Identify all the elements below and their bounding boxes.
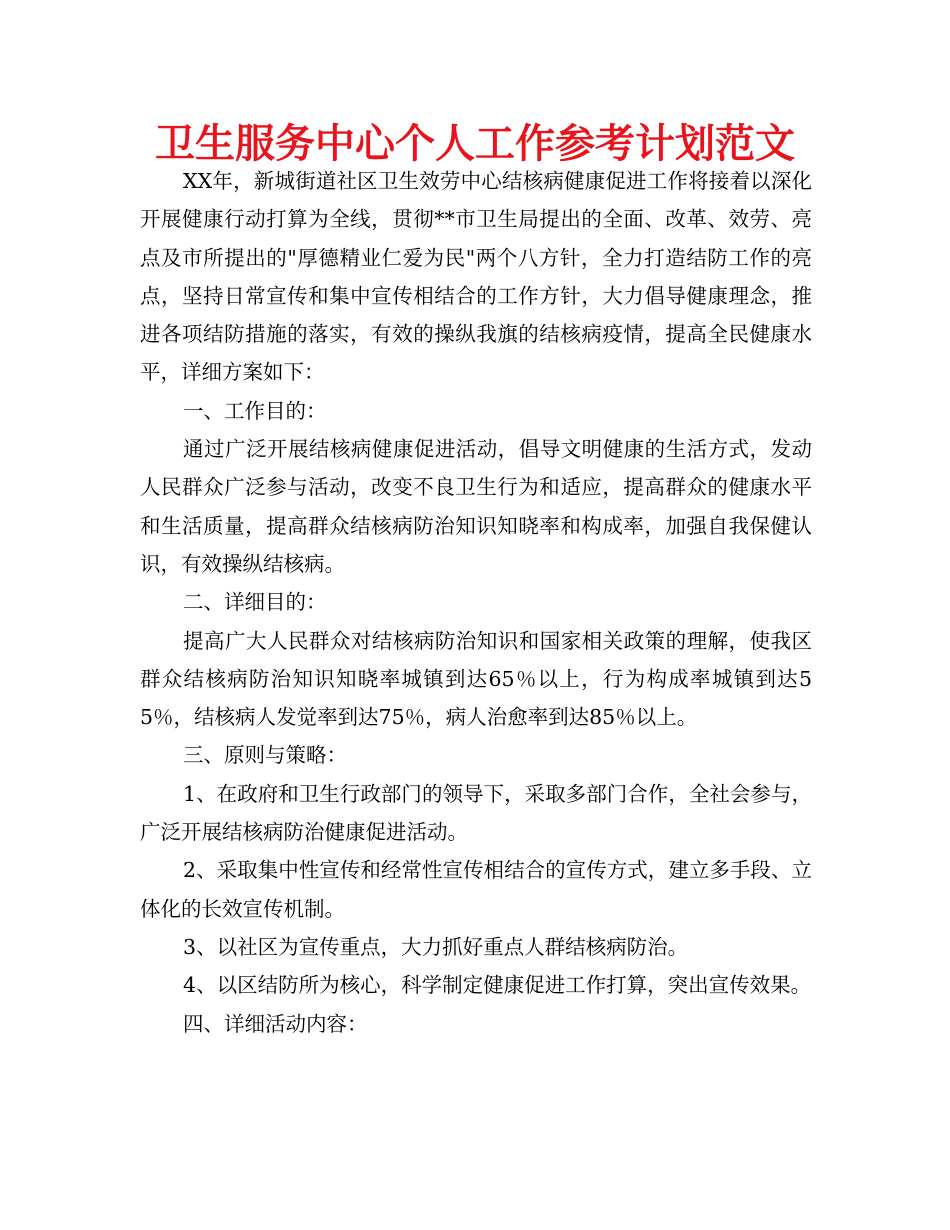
paragraph-intro: XX年，新城街道社区卫生效劳中心结核病健康促进工作将接着以深化开展健康行动打算为全线，贯彻**市卫生局提出的全面、改革、效劳、亮点及市所提出的"厚德精业仁爱为民"两个八方针，全力打造结防工作的亮点，坚持日常宣传和集中宣传相结合的工作方针，大力倡导健康理念，推进各项结防措施的落实，有效的操纵我旗的结核病疫情，提高全民健康水平，详细方案如下： — [140, 169, 812, 385]
document-body — [140, 162, 812, 1043]
section-heading-1: 一、工作目的： — [183, 398, 327, 423]
paragraph-targets: 提高广大人民群众对结核病防治知识和国家相关政策的理解，使我区群众结核病防治知识知晓率城镇到达65％以上，行为构成率城镇到达55％，结核病人发觉率到达75％，病人治愈率到达85％以上。 — [140, 628, 812, 730]
paragraph-goal: 通过广泛开展结核病健康促进活动，倡导文明健康的生活方式，发动人民群众广泛参与活动，改变不良卫生行为和适应，提高群众的健康水平和生活质量，提高群众结核病防治知识知晓率和构成率，加强自我保健认识，有效操纵结核病。 — [140, 437, 812, 576]
section-heading-3: 三、原则与策略： — [183, 743, 348, 768]
section-heading-4: 四、详细活动内容： — [183, 1011, 368, 1036]
principle-item-2: 2、采取集中性宣传和经常性宣传相结合的宣传方式，建立多手段、立体化的长效宣传机制。 — [140, 858, 812, 921]
document-title: 卫生服务中心个人工作参考计划范文 — [155, 121, 795, 167]
section-heading-2: 二、详细目的： — [183, 590, 327, 615]
principle-item-4: 4、以区结防所为核心，科学制定健康促进工作打算，突出宣传效果。 — [183, 973, 812, 998]
principle-item-3: 3、以社区为宣传重点，大力抓好重点人群结核病防治。 — [183, 934, 689, 959]
principle-item-1: 1、在政府和卫生行政部门的领导下，采取多部门合作，全社会参与，广泛开展结核病防治健康促进活动。 — [140, 781, 812, 845]
